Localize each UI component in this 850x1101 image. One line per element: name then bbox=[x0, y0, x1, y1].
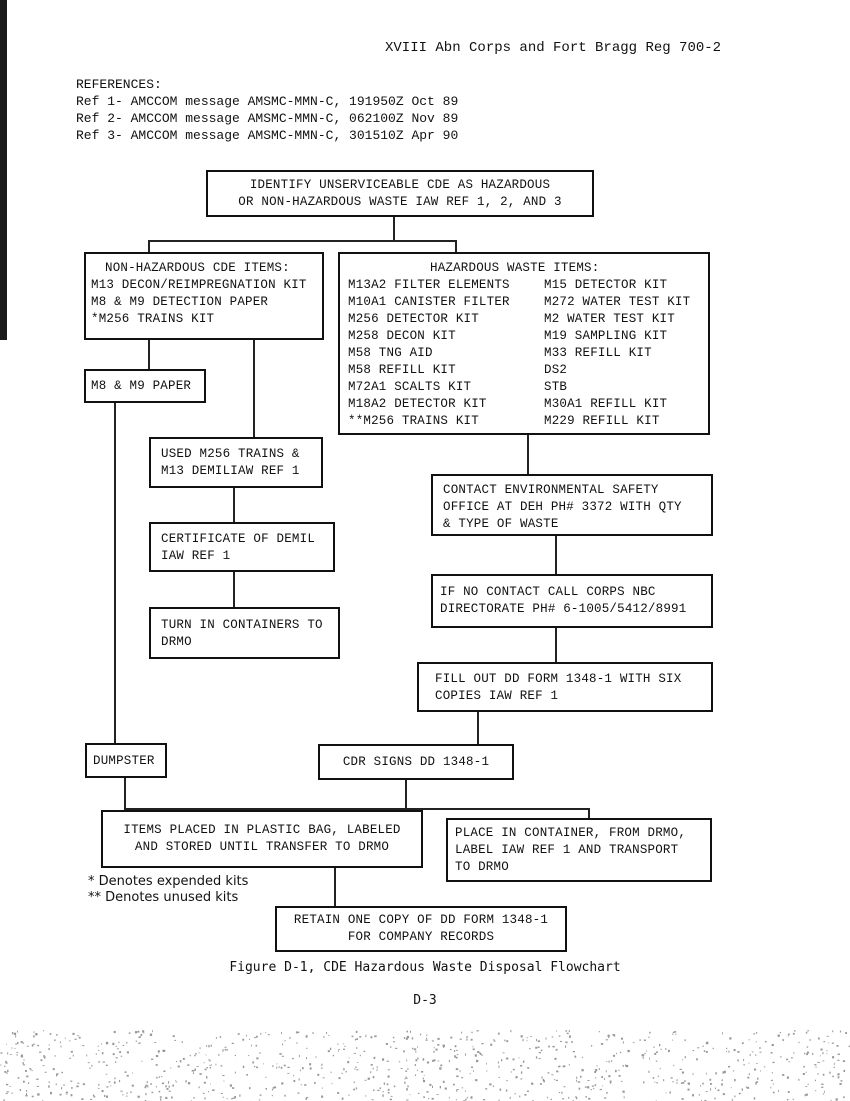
hazardous-items-grid bbox=[348, 277, 700, 430]
no-contact-box bbox=[431, 574, 713, 628]
retain-copy-box bbox=[275, 906, 567, 952]
haz-item: M19 SAMPLING KIT bbox=[544, 329, 668, 343]
fill-out-line-2: COPIES IAW REF 1 bbox=[435, 689, 559, 703]
footnote-expended: * Denotes expended kits bbox=[88, 874, 249, 889]
haz-item: M229 REFILL KIT bbox=[544, 414, 660, 428]
nonhazardous-items-box bbox=[84, 252, 324, 340]
haz-item: M72A1 SCALTS KIT bbox=[348, 380, 472, 394]
contact-line-2: OFFICE AT DEH PH# 3372 WITH QTY bbox=[443, 500, 682, 514]
used-m256-line-2: M13 DEMILIAW REF 1 bbox=[161, 464, 300, 478]
turn-in-line-2: DRMO bbox=[161, 635, 192, 649]
connector-dumpster-down bbox=[124, 778, 126, 810]
used-m256-box bbox=[149, 437, 323, 488]
used-m256-line-1: USED M256 TRAINS & bbox=[161, 447, 300, 461]
m8-m9-paper-box bbox=[84, 369, 206, 403]
haz-item: **M256 TRAINS KIT bbox=[348, 414, 479, 428]
footnotes bbox=[88, 874, 248, 906]
connector-fill-to-cdr bbox=[477, 712, 479, 744]
scan-noise bbox=[0, 1010, 850, 1101]
retain-line-2: FOR COMPANY RECORDS bbox=[347, 930, 495, 944]
m8-m9-paper-label: M8 & M9 PAPER bbox=[91, 379, 192, 393]
certificate-of-demil-box bbox=[149, 522, 335, 572]
haz-item: M58 TNG AID bbox=[348, 346, 433, 360]
haz-item: M10A1 CANISTER FILTER bbox=[348, 295, 510, 309]
fill-out-form-box bbox=[417, 662, 713, 712]
contact-line-3: & TYPE OF WASTE bbox=[443, 517, 559, 531]
haz-item: STB bbox=[544, 380, 568, 394]
fill-out-line-1: FILL OUT DD FORM 1348-1 WITH SIX bbox=[435, 672, 682, 686]
connector-split bbox=[148, 240, 455, 242]
nonhazardous-title: NON-HAZARDOUS CDE ITEMS: bbox=[105, 261, 290, 275]
hazardous-title: HAZARDOUS WASTE ITEMS: bbox=[430, 261, 600, 275]
page-header: XVIII Abn Corps and Fort Bragg Reg 700-2 bbox=[385, 40, 722, 56]
identify-box bbox=[206, 170, 594, 217]
nonhazardous-item-1: M13 DECON/REIMPREGNATION KIT bbox=[91, 278, 307, 292]
certificate-line-2: IAW REF 1 bbox=[161, 549, 231, 563]
hazardous-items-box bbox=[338, 252, 710, 435]
haz-item: M58 REFILL KIT bbox=[348, 363, 456, 377]
nonhazardous-item-2: M8 & M9 DETECTION PAPER bbox=[91, 295, 269, 309]
certificate-line-1: CERTIFICATE OF DEMIL bbox=[161, 532, 316, 546]
cdr-signs-label: CDR SIGNS DD 1348-1 bbox=[342, 755, 490, 769]
page-number: D-3 bbox=[413, 993, 437, 1008]
connector-nonhaz-to-m8m9 bbox=[148, 340, 150, 369]
haz-item: M272 WATER TEST KIT bbox=[544, 295, 691, 309]
haz-item: DS2 bbox=[544, 363, 568, 377]
reference-2: Ref 2- AMCCOM message AMSMC-MMN-C, 062100Z Nov 89 bbox=[76, 111, 459, 126]
connector-to-haz bbox=[455, 240, 457, 252]
haz-item: M2 WATER TEST KIT bbox=[544, 312, 675, 326]
haz-item: M33 REFILL KIT bbox=[544, 346, 652, 360]
figure-caption: Figure D-1, CDE Hazardous Waste Disposal Flowchart bbox=[229, 960, 621, 975]
connector-bag-to-retain bbox=[334, 868, 336, 906]
connector-cdr-down bbox=[405, 780, 407, 810]
plastic-bag-line-2: AND STORED UNTIL TRANSFER TO DRMO bbox=[134, 840, 390, 854]
identify-line-1: IDENTIFY UNSERVICEABLE CDE AS HAZARDOUS bbox=[249, 178, 551, 192]
connector-haz-to-contact bbox=[527, 435, 529, 474]
turn-in-line-1: TURN IN CONTAINERS TO bbox=[161, 618, 323, 632]
haz-item: M30A1 REFILL KIT bbox=[544, 397, 668, 411]
haz-item: M13A2 FILTER ELEMENTS bbox=[348, 278, 510, 292]
place-in-container-box bbox=[446, 818, 712, 882]
connector-nonhaz-to-used bbox=[253, 340, 255, 437]
identify-line-2: OR NON-HAZARDOUS WASTE IAW REF 1, 2, AND 3 bbox=[238, 195, 562, 209]
contact-environmental-box bbox=[431, 474, 713, 536]
scan-edge-bar bbox=[0, 0, 7, 340]
references-heading: REFERENCES: bbox=[76, 77, 162, 92]
container-line-1: PLACE IN CONTAINER, FROM DRMO, bbox=[455, 826, 687, 840]
dumpster-label: DUMPSTER bbox=[93, 754, 155, 768]
plastic-bag-line-1: ITEMS PLACED IN PLASTIC BAG, LABELED bbox=[123, 823, 401, 837]
haz-item: M258 DECON KIT bbox=[348, 329, 456, 343]
reference-3: Ref 3- AMCCOM message AMSMC-MMN-C, 301510Z Apr 90 bbox=[76, 128, 459, 143]
turn-in-containers-box bbox=[149, 607, 340, 659]
haz-item: M15 DETECTOR KIT bbox=[544, 278, 668, 292]
haz-item: M18A2 DETECTOR KIT bbox=[348, 397, 487, 411]
reference-1: Ref 1- AMCCOM message AMSMC-MMN-C, 191950Z Oct 89 bbox=[76, 94, 459, 109]
footnote-unused: ** Denotes unused kits bbox=[88, 890, 239, 905]
container-line-3: TO DRMO bbox=[455, 860, 509, 874]
haz-item: M256 DETECTOR KIT bbox=[348, 312, 479, 326]
cdr-signs-box bbox=[318, 744, 514, 780]
connector-identify-down bbox=[393, 215, 395, 240]
plastic-bag-box bbox=[101, 810, 423, 868]
contact-line-1: CONTACT ENVIRONMENTAL SAFETY bbox=[443, 483, 659, 497]
connector-cert-to-turnin bbox=[233, 572, 235, 607]
connector-used-to-cert bbox=[233, 488, 235, 522]
references-block bbox=[76, 76, 458, 144]
connector-contact-to-nocontact bbox=[555, 536, 557, 574]
retain-line-1: RETAIN ONE COPY OF DD FORM 1348-1 bbox=[293, 913, 549, 927]
connector-to-nonhaz bbox=[148, 240, 150, 252]
no-contact-line-2: DIRECTORATE PH# 6-1005/5412/8991 bbox=[440, 602, 687, 616]
connector-nocontact-to-fill bbox=[555, 628, 557, 662]
connector-to-container bbox=[588, 808, 590, 818]
container-line-2: LABEL IAW REF 1 AND TRANSPORT bbox=[455, 843, 679, 857]
nonhazardous-item-3: *M256 TRAINS KIT bbox=[91, 312, 215, 326]
no-contact-line-1: IF NO CONTACT CALL CORPS NBC bbox=[440, 585, 656, 599]
connector-m8m9-to-dumpster bbox=[114, 403, 116, 743]
dumpster-box bbox=[85, 743, 167, 778]
